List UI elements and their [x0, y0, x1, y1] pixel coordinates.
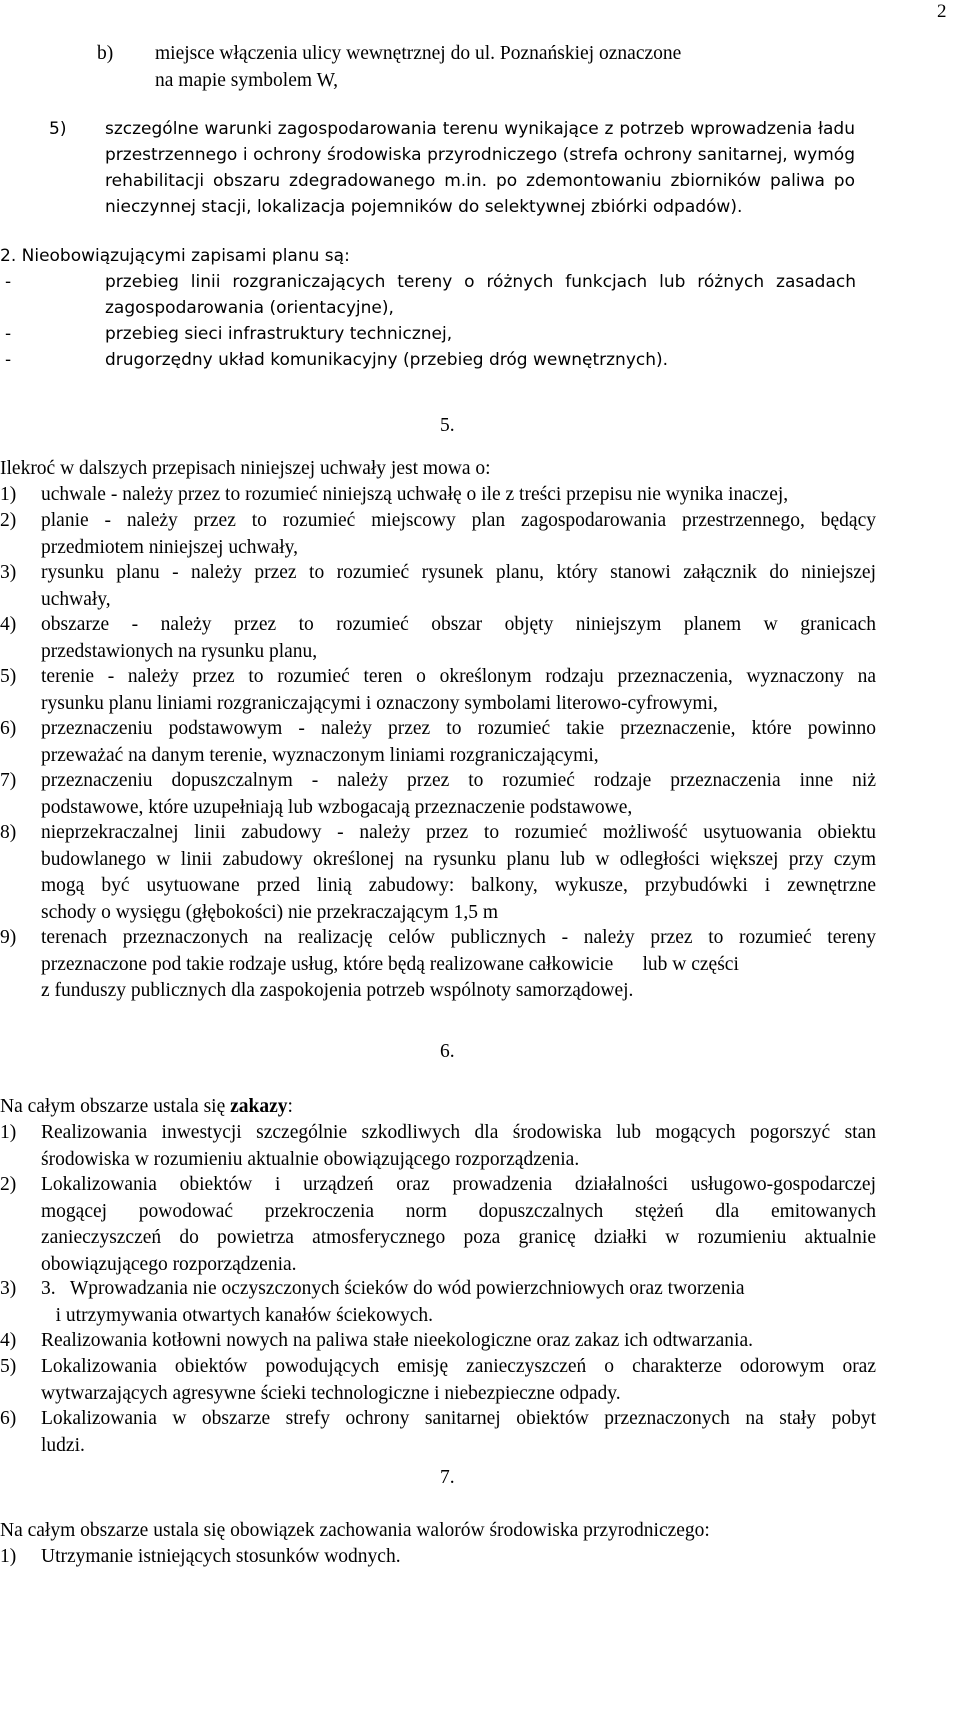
- item-number: 2): [0, 510, 17, 531]
- text-line: zagospodarowania (orientacyjne),: [105, 298, 394, 318]
- item-number: 1): [0, 1122, 17, 1143]
- text-line: wytwarzających agresywne ścieki technologiczne i niebezpieczne odpady.: [41, 1382, 621, 1404]
- text-line: planie - należy przez to rozumieć miejscowy plan zagospodarowania przestrzennego, będący: [41, 510, 876, 531]
- item-number: 8): [0, 822, 17, 843]
- item-number: 4): [0, 1330, 17, 1351]
- text-line: Lokalizowania obiektów powodujących emisję zanieczyszczeń o charakterze odorowym oraz: [41, 1356, 876, 1377]
- text-line: przebieg linii rozgraniczających tereny o różnych funkcjach lub różnych zasadach: [105, 272, 856, 292]
- text-line: obowiązującego rozporządzenia.: [41, 1253, 297, 1275]
- item-number: 3): [0, 1278, 17, 1299]
- text-line: Lokalizowania obiektów i urządzeń oraz prowadzenia działalności usługowo-gospodarczej: [41, 1174, 876, 1195]
- item-number: b): [97, 43, 114, 64]
- item-number: 9): [0, 927, 17, 948]
- item-number: 1): [0, 1546, 17, 1567]
- item-number: 7): [0, 770, 17, 791]
- text-line: schody o wysięgu (głębokości) nie przekraczającym 1,5 m: [41, 901, 499, 923]
- text-line: rysunku planu - należy przez to rozumieć rysunek planu, który stanowi załącznik do niniejszej: [41, 562, 876, 583]
- text-line: Lokalizowania w obszarze strefy ochrony sanitarnej obiektów przeznaczonych na stały pobyt: [41, 1408, 876, 1429]
- text-line: nieczynnej stacji, lokalizacja pojemników do selektywnej zbiórki odpadów).: [105, 197, 743, 217]
- text-line: ludzi.: [41, 1434, 85, 1456]
- text-line: przebieg sieci infrastruktury technicznej,: [105, 324, 453, 344]
- intro-suffix: :: [287, 1096, 293, 1117]
- item-number: 5): [0, 1356, 17, 1377]
- text-line: Realizowania kotłowni nowych na paliwa stałe nieekologiczne oraz zakaz ich odtwarzania.: [41, 1330, 753, 1351]
- text-line: środowiska w rozumieniu aktualnie obowiązującego rozporządzenia.: [41, 1148, 580, 1170]
- text-line: i utrzymywania otwartych kanałów ściekowych.: [41, 1304, 434, 1326]
- intro-bold-text: zakazy: [230, 1096, 288, 1117]
- text-line: nieprzekraczalnej linii zabudowy - należy przez to rozumieć możliwość usytuowania obiektu: [41, 822, 876, 843]
- text-line: Realizowania inwestycji szczególnie szkodliwych dla środowiska lub mogących pogorszyć stan: [41, 1122, 876, 1143]
- text-line: przeznaczeniu dopuszczalnym - należy przez to rozumieć rodzaje przeznaczenia inne niż: [41, 770, 876, 791]
- page-number: 2: [937, 1, 947, 22]
- paragraph-5-heading: 5.: [440, 415, 455, 436]
- item-number: 6): [0, 1408, 17, 1429]
- item-number: 1): [0, 484, 17, 505]
- text-line: uchwały,: [41, 588, 111, 610]
- text-line: zanieczyszczeń do powietrza atmosferycznego poza granicę działki w rozumieniu aktualnie: [41, 1227, 876, 1248]
- text-line: obszarze - należy przez to rozumieć obszar objęty niniejszym planem w granicach: [41, 614, 876, 635]
- text-line: Utrzymanie istniejących stosunków wodnych.: [41, 1546, 401, 1567]
- text-line: na mapie symbolem W,: [155, 69, 339, 91]
- text-line: terenach przeznaczonych na realizację celów publicznych - należy przez to rozumieć tereny: [41, 927, 876, 948]
- text-line: terenie - należy przez to rozumieć teren o określonym rodzaju przeznaczenia, wyznaczony na: [41, 666, 876, 687]
- text-line: przeznaczeniu podstawowym - należy przez to rozumieć takie przeznaczenie, które powinno: [41, 718, 876, 739]
- dash: -: [5, 350, 12, 370]
- text-line: mogą być usytuowane przed linią zabudowy: balkony, wykusze, przybudówki i zewnętrzne: [41, 875, 876, 896]
- paragraph-7-heading: 7.: [440, 1467, 455, 1488]
- intro-text: Na całym obszarze ustala się: [0, 1096, 231, 1117]
- text-line: miejsce włączenia ulicy wewnętrznej do ul. Poznańskiej oznaczone: [155, 43, 682, 64]
- item-number: 4): [0, 614, 17, 635]
- paragraph-6-heading: 6.: [440, 1041, 455, 1062]
- item-number: 2): [0, 1174, 17, 1195]
- item-number: 5): [49, 119, 67, 139]
- text-line: przeważać na danym terenie, wyznaczonym liniami rozgraniczającymi,: [41, 744, 599, 766]
- text-line: podstawowe, które uzupełniają lub wzbogacają przeznaczenie podstawowe,: [41, 796, 633, 818]
- paragraph-7-intro: Na całym obszarze ustala się obowiązek zachowania walorów środowiska przyrodniczego:: [0, 1520, 710, 1541]
- item-number: 3): [0, 562, 17, 583]
- text-line: 3. Wprowadzania nie oczyszczonych ścieków do wód powierzchniowych oraz tworzenia: [41, 1278, 745, 1299]
- dash: -: [5, 272, 12, 292]
- text-line: z funduszy publicznych dla zaspokojenia potrzeb wspólnoty samorządowej.: [41, 980, 634, 1001]
- dash: -: [5, 324, 12, 344]
- text-line: rysunku planu liniami rozgraniczającymi i oznaczony symbolami literowo-cyfrowymi,: [41, 692, 718, 714]
- text-line: mogącej powodować przekroczenia norm dopuszczalnych stężeń dla emitowanych: [41, 1200, 876, 1222]
- paragraph-6-intro: [0, 1094, 293, 1121]
- item-number: 5): [0, 666, 17, 687]
- item-number: 6): [0, 718, 17, 739]
- text-line: budowlanego w linii zabudowy określonej na rysunku planu lub w odległości większej przy czym: [41, 848, 876, 870]
- paragraph-5-intro: Ilekroć w dalszych przepisach niniejszej uchwały jest mowa o:: [0, 458, 491, 479]
- section-2-intro: 2. Nieobowiązującymi zapisami planu są:: [0, 246, 350, 266]
- text-line: rehabilitacji obszaru zdegradowanego m.in. po zdemontowaniu zbiorników paliwa po: [105, 171, 855, 191]
- text-line: przeznaczone pod takie rodzaje usług, które będą realizowane całkowicie lub w części: [41, 953, 739, 975]
- text-line: przestrzennego i ochrony środowiska przyrodniczego (strefa ochrony sanitarnej, wymóg: [105, 145, 855, 165]
- text-line: szczególne warunki zagospodarowania terenu wynikające z potrzeb wprowadzenia ładu: [105, 119, 855, 139]
- text-line: przedmiotem niniejszej uchwały,: [41, 536, 299, 558]
- text-line: drugorzędny układ komunikacyjny (przebieg dróg wewnętrznych).: [105, 350, 669, 370]
- text-line: uchwale - należy przez to rozumieć niniejszą uchwałę o ile z treści przepisu nie wynika inaczej,: [41, 484, 789, 505]
- text-line: przedstawionych na rysunku planu,: [41, 640, 318, 662]
